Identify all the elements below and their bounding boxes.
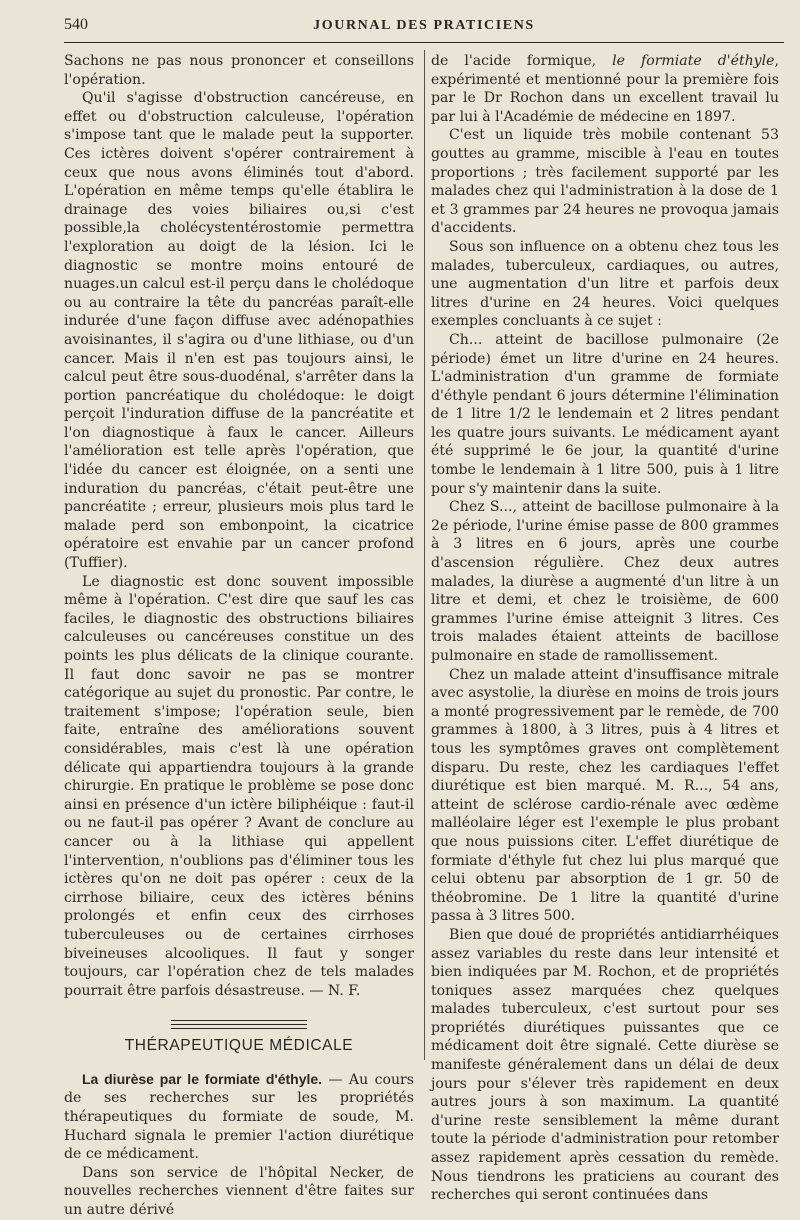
- paragraph: [431, 52, 779, 126]
- section-title: THÉRAPEUTIQUE MÉDICALE: [124, 1037, 354, 1055]
- left-column: [64, 52, 414, 1220]
- paragraph: Bien que doué de propriétés antidiarrhéiques assez variables du reste dans leur intensité et bien indiquées par M. Rochon, et de propriétés toniques assez marquées chez quelques malades tuberculeux, c'est surtout pour ses propriétés diurétiques puissantes que ce médicament doit être signalé. Cette diurèse se manifeste généralement dans un délai de deux jours pour s'élever très rapidement en deux autres jours à son maximum. La quantité d'urine reste sensiblement la même durant toute la période d'administration pour retomber assez rapidement après cessation du remède. Nous tiendrons les praticiens au courant des recherches qui seront continuées dans: [431, 926, 779, 1204]
- paragraph: Qu'il s'agisse d'obstruction cancéreuse, en effet ou d'obstruction calculeuse, l'opération s'impose tant que le malade peut la supporter. Ces ictères doivent s'opérer contrairement à ceux que nous avons éliminés tout d'abord. L'opération en même temps qu'elle établira le drainage des voies biliaires ou,si c'est possible,la cholécystentérostomie permettra l'exploration au doigt de la lésion. Ici le diagnostic se montre moins entouré de nuages.un calcul est-il perçu dans le cholédoque ou au contraire la tête du pancréas paraît-elle indurée d'une façon diffuse avec adénopathies avoisinantes, il s'agira ou d'une lithiase, ou d'un cancer. Mais il n'en est pas toujours ainsi, le calcul peut être sous-duodénal, s'arrêter dans la portion pancréatique du cholédoque: le doigt perçoit l'induration diffuse de la pancréatite et l'on diagnostique à faux le cancer. Ailleurs l'amélioration est telle après l'opération, que l'idée du cancer est éloignée, on a senti une induration du pancréas, c'était peut-être une pancréatite ; erreur, plusieurs mois plus tard le malade perd son embonpoint, la cicatrice opératoire est envahie par un cancer profond (Tuffier).: [64, 90, 414, 572]
- article-dash: —: [322, 1071, 349, 1088]
- paragraph: Sachons ne pas nous prononcer et conseillons l'opération.: [64, 53, 414, 88]
- paragraph: C'est un liquide très mobile contenant 53 gouttes au gramme, miscible à l'eau en toutes proportions ; très facilement supporté par les malades chez qui l'administration à la dose de 1 et 3 grammes par 24 heures ne provoqua jamais d'accidents.: [431, 127, 779, 237]
- article-title: La diurèse par le formiate d'éthyle.: [82, 1070, 323, 1087]
- paragraph: Dans son service de l'hôpital Necker, de nouvelles recherches viennent d'être faites sur un autre dérivé: [64, 1164, 414, 1219]
- text-run: , expérimenté et mentionné pour la première fois par le Dr Rochon dans un excellent travail lu par lui à l'Académie de médecine en 1897.: [431, 53, 779, 125]
- paragraph: Le diagnostic est donc souvent impossible même à l'opération. C'est dire que sauf les cas faciles, le diagnostic des obstructions biliaires calculeuses ou cancéreuses constitue un des points les plus délicats de la clinique courante. Il faut donc savoir ne pas se montrer catégorique au sujet du pronostic. Par contre, le traitement s'impose; l'opération seule, bien faite, entraîne des améliorations souvent considérables, mais c'est là une opération délicate qui appartiendra toujours à la grande chirurgie. En pratique le problème se pose donc ainsi en présence d'un ictère biliphéique : faut-il ou ne faut-il pas opérer ? Avant de conclure au cancer ou à la lithiase qui appellent l'intervention, n'oublions pas d'éliminer tous les ictères qu'on ne doit pas opérer : ceux de la cirrhose biliaire, ceux des ictères bénins prolongés et enfin ceux des cirrhoses tuberculeuses ou de certaines cirrhoses biveineuses alcooliques. Il faut y songer toujours, car l'opération chez de tels malades pourrait être parfois désastreuse. — N. F.: [64, 573, 414, 999]
- article-intro-paragraph: [64, 1070, 414, 1164]
- header-rule: [64, 42, 784, 43]
- paragraph: Sous son influence on a obtenu chez tous les malades, tuberculeux, cardiaques, ou autres, une augmentation d'un litre et parfois deux litres d'urine en 24 heures. Voici quelques exemples concluants à ce sujet :: [431, 238, 779, 330]
- page-number: 540: [64, 16, 88, 33]
- column-divider: [424, 50, 425, 1060]
- paragraph: Chez S..., atteint de bacillose pulmonaire à la 2e période, l'urine émise passe de 800 grammes à 3 litres en 6 jours, après une courbe d'ascension régulière. Chez deux autres malades, la diurèse a augmenté d'un litre à un litre et demi, et chez le troisième, de 600 grammes l'urine émise atteignit 3 litres. Ces trois malades étaient atteints de bacillose pulmonaire en stade de ramollissement.: [431, 499, 779, 664]
- paragraph: Chez un malade atteint d'insuffisance mitrale avec asystolie, la diurèse en moins de trois jours a monté progressivement par le remède, de 700 grammes à 1800, à 3 litres, puis à 4 litres et tous les symptômes graves ont complètement disparu. Du reste, chez les cardiaques l'effet diurétique est bien marqué. M. R..., 54 ans, atteint de sclérose cardio-rénale avec œdème malléolaire léger est l'exemple le plus probant que nous puissions citer. L'effet diurétique de formiate d'éthyle fut chez lui plus marqué que celui obtenu par absorption de 1 gr. 50 de théobromine. De 1 litre la quantité d'urine passa à 3 litres 500.: [431, 666, 779, 925]
- section-ornament: [171, 1020, 307, 1029]
- right-column: [431, 52, 779, 1205]
- article-intro: Au cours de ses recherches sur les propriétés thérapeutiques du formiate de soude, M. Huchard signala le premier l'action diurétique de ce médicament.: [64, 1071, 414, 1163]
- page-header: [64, 14, 784, 40]
- text-run: de l'acide formique,: [431, 53, 613, 69]
- italic-term: le formiate d'éthyle: [612, 53, 775, 69]
- journal-title: JOURNAL DES PRATICIENS: [313, 18, 535, 33]
- paragraph: Ch... atteint de bacillose pulmonaire (2e période) émet un litre d'urine en 24 heures. L'administration d'un gramme de formiate d'éthyle pendant 6 jours détermine l'élimination de 1 litre 1/2 le lendemain et 2 litres pendant les quatre jours suivants. Le médicament ayant été supprimé le 6e jour, la quantité d'urine tombe le lendemain à 1 litre 500, puis à 1 litre pour s'y maintenir dans la suite.: [431, 331, 779, 497]
